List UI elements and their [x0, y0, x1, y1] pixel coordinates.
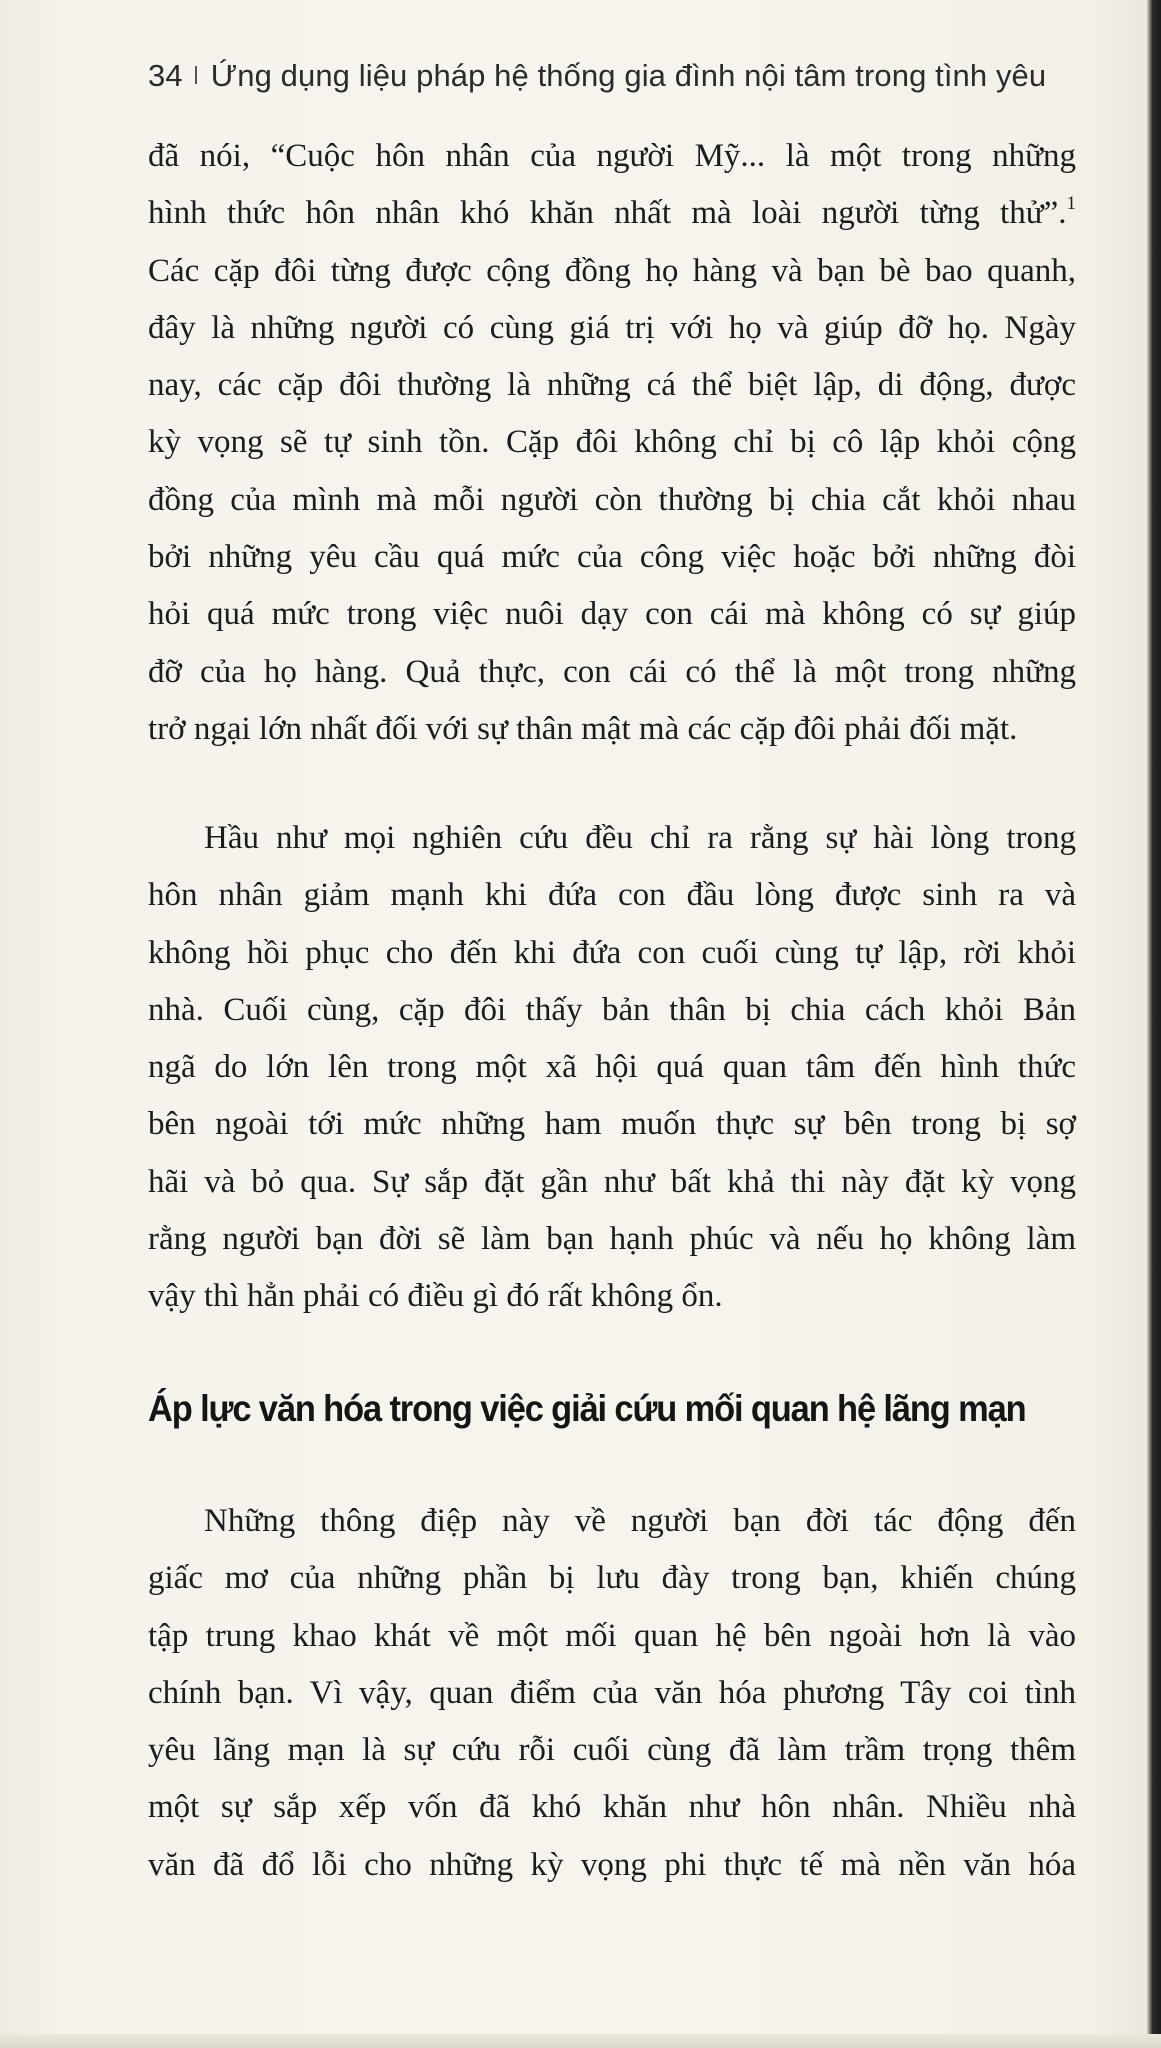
- page-bottom-edge: [0, 2034, 1161, 2048]
- text-line: vậy thì hẳn phải có điều gì đó rất không ổn.: [148, 1278, 723, 1315]
- text-line: hôn nhân giảm mạnh khi đứa con đầu lòng được sinh ra và: [148, 877, 1076, 914]
- text-line: bởi những yêu cầu quá mức của công việc hoặc bởi những đòi: [148, 539, 1076, 576]
- text-line: kỳ vọng sẽ tự sinh tồn. Cặp đôi không chỉ bị cô lập khỏi cộng: [148, 424, 1076, 461]
- text-line: đồng của mình mà mỗi người còn thường bị chia cắt khỏi nhau: [148, 481, 1076, 518]
- text-line: tập trung khao khát về một mối quan hệ bên ngoài hơn là vào: [148, 1617, 1076, 1654]
- footnote-reference: 1: [1066, 193, 1076, 215]
- text-line: đây là những người có cùng giá trị với họ và giúp đỡ họ. Ngày: [148, 309, 1076, 346]
- text-line: nay, các cặp đôi thường là những cá thể biệt lập, di động, được: [148, 367, 1076, 404]
- text-line: hỏi quá mức trong việc nuôi dạy con cái mà không có sự giúp: [148, 596, 1076, 633]
- text-line: nhà. Cuối cùng, cặp đôi thấy bản thân bị chia cách khỏi Bản: [148, 991, 1076, 1028]
- text-line: không hồi phục cho đến khi đứa con cuối cùng tự lập, rời khỏi: [148, 934, 1076, 971]
- paragraph-1: [148, 128, 1076, 758]
- text-line: chính bạn. Vì vậy, quan điểm của văn hóa phương Tây coi tình: [148, 1674, 1076, 1711]
- paragraph-3: [148, 1493, 1076, 1894]
- text-line: Những thông điệp này về người bạn đời tác động đến: [204, 1503, 1076, 1539]
- page-number: 34: [148, 58, 183, 93]
- text-line: đỡ của họ hàng. Quả thực, con cái có thể là một trong những: [148, 653, 1076, 690]
- book-title: Ứng dụng liệu pháp hệ thống gia đình nội tâm trong tình yêu: [210, 58, 1047, 93]
- page-right-edge: [1147, 0, 1161, 2048]
- text-line-content: hình thức hôn nhân khó khăn nhất mà loài người từng thử”.: [148, 195, 1067, 232]
- text-line: một sự sắp xếp vốn đã khó khăn như hôn nhân. Nhiều nhà: [148, 1789, 1076, 1826]
- text-line: [148, 185, 1076, 242]
- text-line: Các cặp đôi từng được cộng đồng họ hàng và bạn bè bao quanh,: [148, 252, 1076, 289]
- text-line: ngã do lớn lên trong một xã hội quá quan tâm đến hình thức: [148, 1049, 1076, 1086]
- text-line: đã nói, “Cuộc hôn nhân của người Mỹ... là một trong những: [148, 138, 1076, 174]
- text-line: giấc mơ của những phần bị lưu đày trong bạn, khiến chúng: [148, 1560, 1076, 1597]
- text-line: Hầu như mọi nghiên cứu đều chỉ ra rằng sự hài lòng trong: [204, 820, 1076, 856]
- text-line: rằng người bạn đời sẽ làm bạn hạnh phúc và nếu họ không làm: [148, 1221, 1076, 1258]
- text-line: yêu lãng mạn là sự cứu rỗi cuối cùng đã làm trầm trọng thêm: [148, 1732, 1076, 1769]
- paragraph-2: [148, 810, 1076, 1326]
- header-separator: [195, 66, 197, 84]
- text-line: hãi và bỏ qua. Sự sắp đặt gần như bất khả thi này đặt kỳ vọng: [148, 1163, 1076, 1200]
- text-line: bên ngoài tới mức những ham muốn thực sự bên trong bị sợ: [148, 1106, 1076, 1143]
- section-heading: Áp lực văn hóa trong việc giải cứu mối quan hệ lãng mạn: [148, 1388, 1026, 1429]
- text-line: văn đã đổ lỗi cho những kỳ vọng phi thực tế mà nền văn hóa: [148, 1846, 1076, 1883]
- running-head: [148, 58, 1046, 94]
- text-line: trở ngại lớn nhất đối với sự thân mật mà các cặp đôi phải đối mặt.: [148, 710, 1018, 747]
